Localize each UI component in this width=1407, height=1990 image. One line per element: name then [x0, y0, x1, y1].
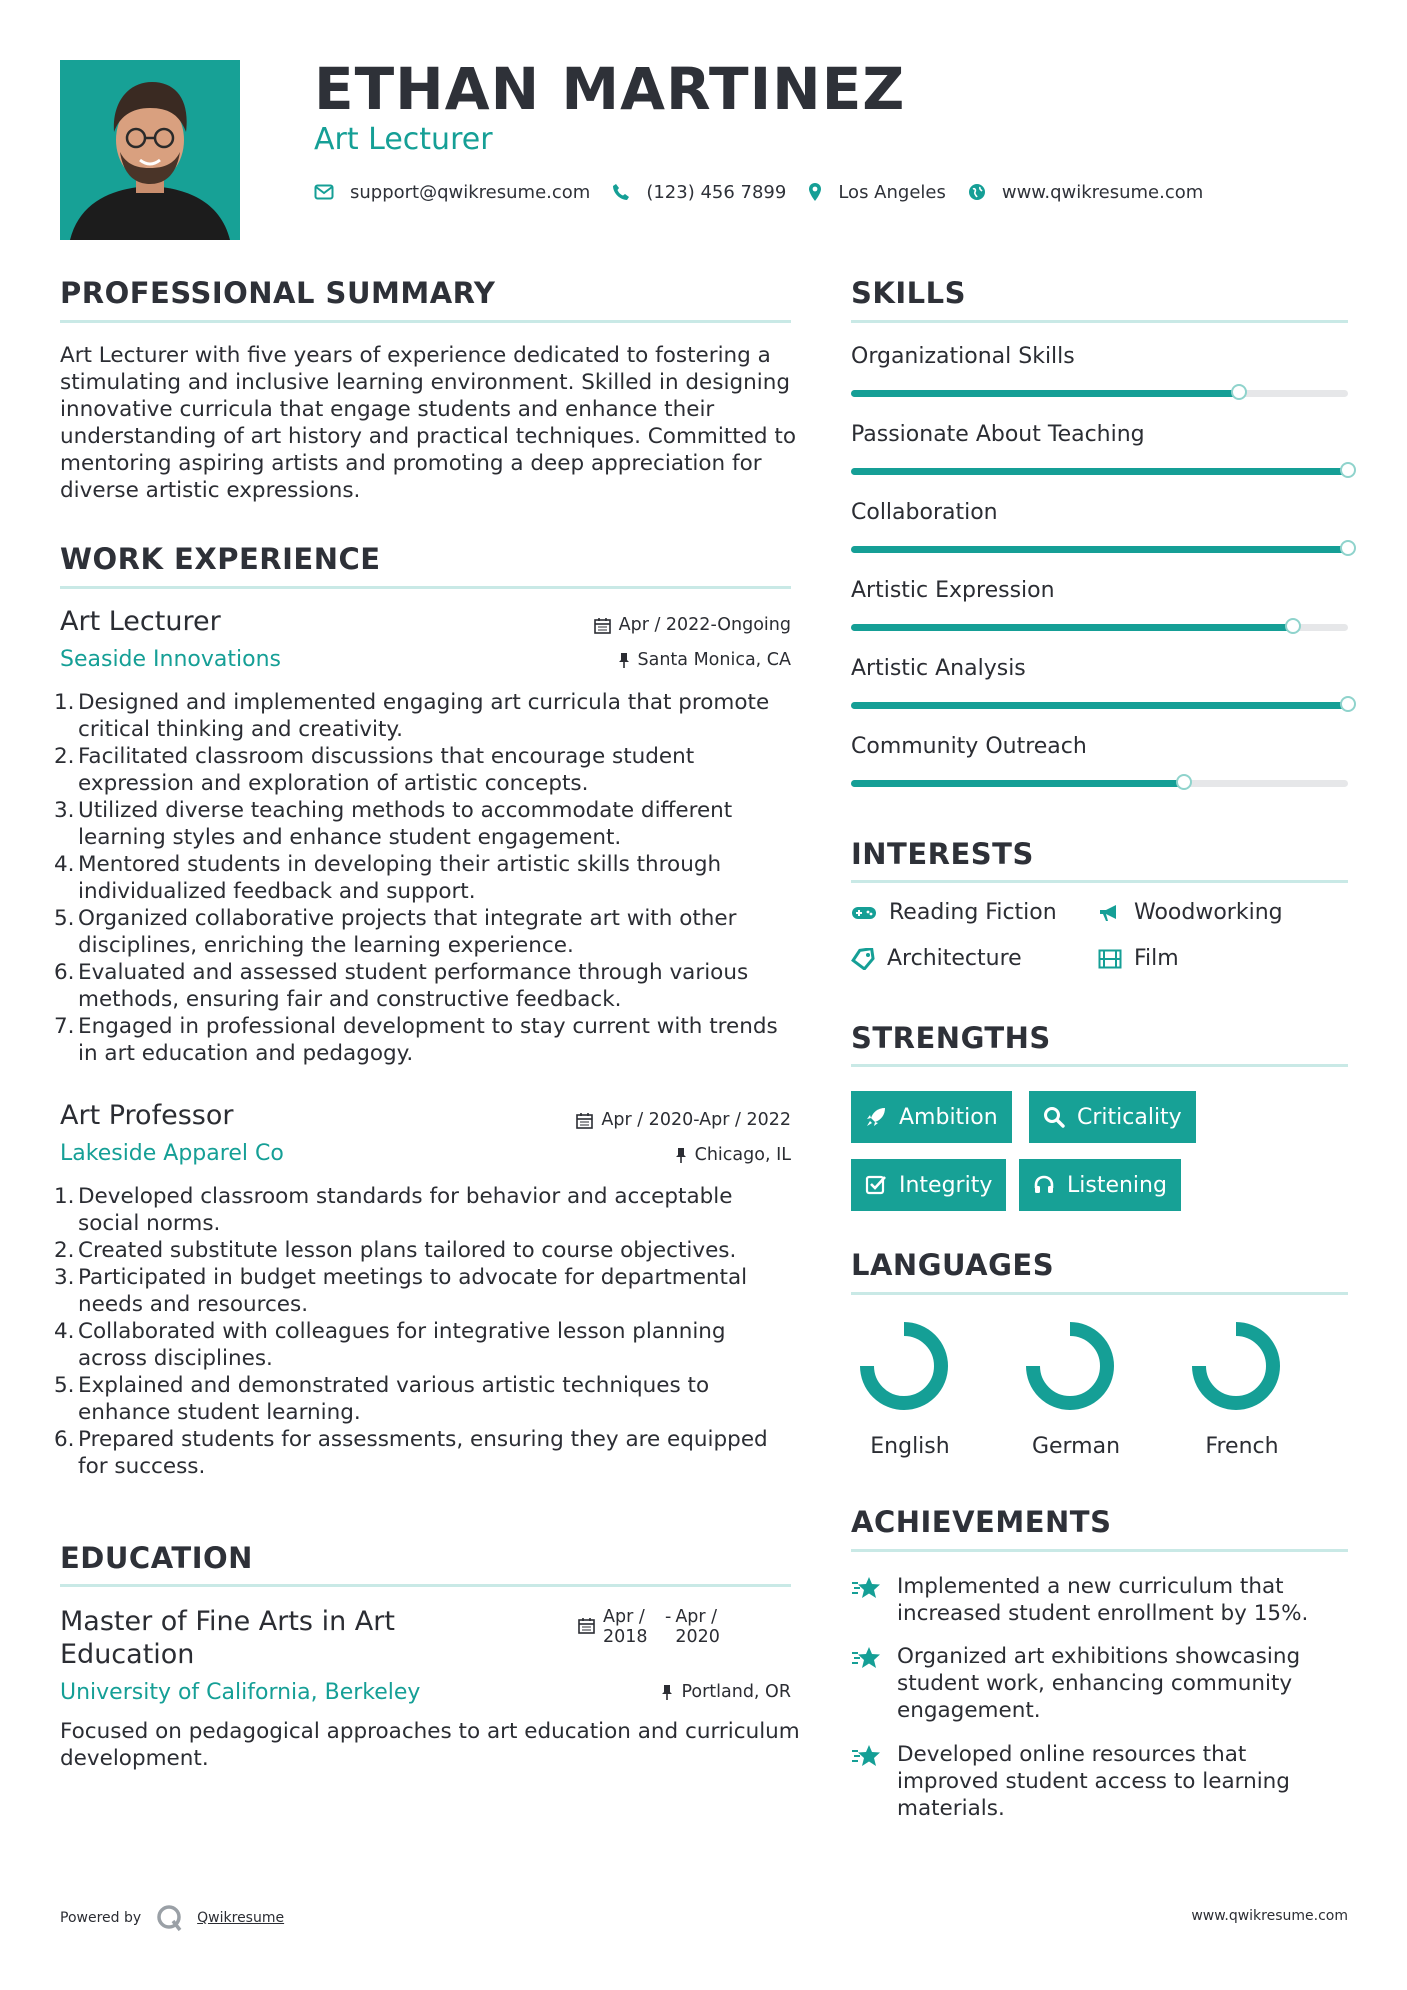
skill-bar-knob — [1176, 774, 1192, 790]
contact-email[interactable] — [314, 182, 590, 203]
language-label: French — [1205, 1434, 1279, 1459]
education-heading: EDUCATION — [60, 1541, 253, 1575]
star-burst-icon — [851, 1575, 883, 1601]
location-text: Los Angeles — [838, 181, 946, 203]
checkbox-icon — [865, 1174, 887, 1196]
powered-by-text: Powered by — [60, 1910, 142, 1926]
languages-rule — [851, 1292, 1348, 1295]
achievements-heading: ACHIEVEMENTS — [851, 1505, 1112, 1539]
language-label: German — [1031, 1434, 1121, 1459]
skill-label: Organizational Skills — [851, 344, 1075, 369]
language-ring-arc — [1199, 1329, 1273, 1403]
achievement-item: Developed online resources that improved student access to learning materials. — [851, 1741, 1348, 1822]
list-item: 5. Explained and demonstrated various artistic techniques to enhance student learning. — [54, 1373, 710, 1425]
list-item: 6. Prepared students for assessments, ensuring they are equipped for success. — [54, 1427, 768, 1479]
skills-heading: SKILLS — [851, 276, 966, 310]
job-1-duties — [54, 689, 800, 1067]
education-dates — [578, 1607, 731, 1647]
pin-icon — [618, 652, 630, 669]
map-pin-icon — [808, 182, 822, 202]
list-item: 7. Engaged in professional development to stay current with trends in art education and pedagogy. — [54, 1014, 778, 1066]
summary-text: Art Lecturer with five years of experience dedicated to fostering a stimulating and inclusive learning environment. Skilled in designing innovative curricula that engage students and enhance their understanding of art history and practical techniques. Committed to mentoring aspiring artists and promoting a deep appreciation for diverse artistic expressions. — [60, 343, 796, 503]
skill-bar-fill — [851, 780, 1184, 787]
job-2-title: Art Professor — [60, 1100, 234, 1131]
language-ring-french — [1190, 1320, 1282, 1412]
strength-chip-ambition: Ambition — [851, 1091, 1012, 1143]
list-item: 2. Facilitated classroom discussions that encourage student expression and exploration of artistic concepts. — [54, 744, 695, 796]
interests-heading: INTERESTS — [851, 837, 1034, 871]
job-2-dates — [491, 1110, 791, 1130]
contact-website[interactable] — [968, 182, 1203, 203]
job-1-title: Art Lecturer — [60, 606, 221, 637]
education-degree: Master of Fine Arts in Art Education — [60, 1606, 395, 1670]
rocket-icon — [865, 1106, 887, 1128]
skill-bar-knob — [1340, 696, 1356, 712]
star-burst-icon — [851, 1743, 883, 1769]
list-item: 4. Collaborated with colleagues for integrative lesson planning across disciplines. — [54, 1319, 726, 1371]
language-ring-german — [1024, 1320, 1116, 1412]
brand-link[interactable]: Qwikresume — [197, 1910, 285, 1926]
skill-bar — [851, 702, 1348, 709]
education-start: Apr / 2018 — [603, 1607, 648, 1647]
education-location — [491, 1682, 791, 1702]
job-2-location — [491, 1145, 791, 1165]
education-description: Focused on pedagogical approaches to art education and curriculum development. — [60, 1719, 800, 1771]
list-item: 1. Developed classroom standards for behavior and acceptable social norms. — [54, 1184, 733, 1236]
skill-bar — [851, 624, 1348, 631]
achievement-item: Implemented a new curriculum that increased student enrollment by 15%. — [851, 1573, 1348, 1627]
interests-rule — [851, 880, 1348, 883]
gamepad-icon — [851, 904, 877, 922]
strengths-heading: STRENGTHS — [851, 1021, 1051, 1055]
language-label: English — [870, 1434, 950, 1459]
star-burst-icon — [851, 1645, 883, 1671]
skill-label: Passionate About Teaching — [851, 422, 1145, 447]
footer-powered-by — [60, 1903, 284, 1933]
list-item: 6. Evaluated and assessed student performance through various methods, ensuring fair and constructive feedback. — [54, 960, 749, 1012]
list-item: 1. Designed and implemented engaging art curricula that promote critical thinking and creativity. — [54, 690, 770, 742]
experience-heading: WORK EXPERIENCE — [60, 542, 381, 576]
pin-icon — [675, 1147, 687, 1164]
qwikresume-logo-icon — [155, 1903, 185, 1933]
job-1-dates-text: Apr / 2022-Ongoing — [618, 615, 791, 635]
language-ring-arc — [1033, 1329, 1107, 1403]
job-2-location-text: Chicago, IL — [694, 1145, 791, 1165]
calendar-icon — [578, 1617, 595, 1634]
skill-label: Artistic Analysis — [851, 656, 1026, 681]
interest-item: Woodworking — [1098, 900, 1283, 925]
tag-icon — [851, 948, 875, 970]
experience-rule — [60, 586, 791, 589]
education-end: Apr / 2020 — [675, 1607, 720, 1647]
skill-bar-knob — [1285, 618, 1301, 634]
skill-bar — [851, 546, 1348, 553]
film-icon — [1098, 949, 1122, 969]
candidate-title: Art Lecturer — [314, 122, 493, 157]
headphones-icon — [1033, 1174, 1055, 1196]
list-item: 5. Organized collaborative projects that integrate art with other disciplines, enriching the learning experience. — [54, 906, 737, 958]
contact-phone[interactable] — [612, 182, 786, 203]
skill-label: Collaboration — [851, 500, 998, 525]
achievement-item: Organized art exhibitions showcasing student work, enhancing community engagement. — [851, 1643, 1348, 1724]
phone-icon — [612, 183, 630, 201]
contact-location — [808, 182, 946, 203]
skill-label: Community Outreach — [851, 734, 1087, 759]
profile-photo — [60, 60, 240, 240]
skill-bar — [851, 390, 1348, 397]
skill-bar-fill — [851, 468, 1348, 475]
language-ring-arc — [867, 1329, 941, 1403]
skill-bar — [851, 468, 1348, 475]
list-item: 2. Created substitute lesson plans tailored to course objectives. — [54, 1238, 737, 1263]
skill-label: Artistic Expression — [851, 578, 1055, 603]
language-ring-english — [858, 1320, 950, 1412]
job-1-location — [491, 650, 791, 670]
job-2-duties — [54, 1183, 800, 1480]
date-separator: - — [665, 1607, 672, 1627]
job-2-dates-text: Apr / 2020-Apr / 2022 — [601, 1110, 791, 1130]
education-school: University of California, Berkeley — [60, 1680, 421, 1705]
candidate-name: ETHAN MARTINEZ — [314, 55, 906, 123]
calendar-icon — [576, 1112, 593, 1129]
strength-chip-integrity: Integrity — [851, 1159, 1006, 1211]
interest-item: Architecture — [851, 946, 1022, 971]
skill-bar-knob — [1340, 462, 1356, 478]
achievements-rule — [851, 1549, 1348, 1552]
search-icon — [1043, 1106, 1065, 1128]
job-1-location-text: Santa Monica, CA — [637, 650, 791, 670]
phone-text: (123) 456 7899 — [646, 181, 787, 203]
summary-rule — [60, 320, 791, 323]
job-1-company: Seaside Innovations — [60, 647, 281, 672]
strength-chip-listening: Listening — [1019, 1159, 1181, 1211]
contact-bar — [314, 178, 1225, 206]
interest-item: Film — [1098, 946, 1179, 971]
skill-bar-knob — [1231, 384, 1247, 400]
globe-icon — [968, 183, 986, 201]
footer-site[interactable]: www.qwikresume.com — [1191, 1908, 1348, 1924]
skill-bar-fill — [851, 546, 1348, 553]
email-text: support@qwikresume.com — [350, 181, 591, 203]
skill-bar — [851, 780, 1348, 787]
strengths-rule — [851, 1064, 1348, 1067]
job-2-company: Lakeside Apparel Co — [60, 1141, 284, 1166]
skill-bar-fill — [851, 624, 1293, 631]
strength-chip-criticality: Criticality — [1029, 1091, 1196, 1143]
megaphone-icon — [1098, 903, 1122, 923]
job-1-dates — [491, 615, 791, 635]
skill-bar-fill — [851, 702, 1348, 709]
calendar-icon — [594, 617, 611, 634]
skills-rule — [851, 320, 1348, 323]
list-item: 3. Utilized diverse teaching methods to accommodate different learning styles and enhance student engagement. — [54, 798, 733, 850]
skill-bar-knob — [1340, 540, 1356, 556]
languages-heading: LANGUAGES — [851, 1248, 1055, 1282]
skill-bar-fill — [851, 390, 1239, 397]
website-text: www.qwikresume.com — [1001, 181, 1204, 203]
envelope-icon — [314, 184, 334, 200]
summary-heading: PROFESSIONAL SUMMARY — [60, 276, 496, 310]
education-location-text: Portland, OR — [681, 1682, 791, 1702]
education-rule — [60, 1584, 791, 1587]
interest-item: Reading Fiction — [851, 900, 1057, 925]
list-item: 3. Participated in budget meetings to advocate for departmental needs and resources. — [54, 1265, 748, 1317]
pin-icon — [661, 1684, 673, 1701]
list-item: 4. Mentored students in developing their artistic skills through individualized feedback and support. — [54, 852, 722, 904]
